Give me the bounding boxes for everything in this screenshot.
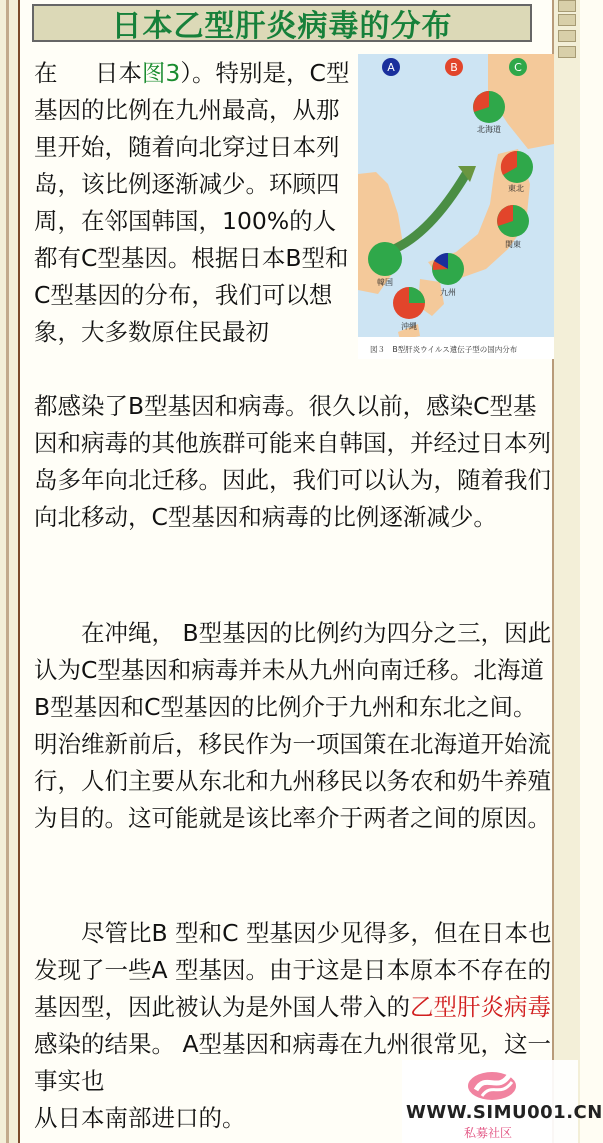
page-title: 日本乙型肝炎病毒的分布 (32, 4, 532, 42)
genotype-distribution-map (358, 54, 554, 359)
p3-text-last: 从日本南部进口的。 (34, 1104, 246, 1132)
label-hokkaido: 北海道 (477, 125, 501, 134)
watermark (402, 1060, 603, 1143)
label-korea: 韓国 (377, 278, 393, 287)
figure-3-link[interactable]: 图3 (141, 59, 181, 87)
pie-okinawa (393, 287, 425, 319)
watermark-site: WWW.SIMU001.CN (406, 1102, 603, 1123)
article (20, 0, 552, 1143)
label-okinawa: 沖縄 (401, 322, 417, 331)
watermark-logo-icon (462, 1064, 522, 1104)
paragraph-1-continued: 都感染了B型基因和病毒。很久以前，感染C型基因和病毒的其他族群可能来自韩国，并经过日本列岛多年向北迁移。因此，我们可以认为，随着我们向北移动，C型基因和病毒的比例逐渐减少。 (34, 392, 551, 531)
pie-tohoku (501, 151, 533, 183)
label-kanto: 関東 (505, 240, 521, 249)
legend-c-label: C (514, 61, 522, 74)
paragraph-2 (34, 615, 559, 837)
pie-kyushu (432, 253, 464, 285)
p1-text-rest: ）。特别是，C型基因的比例在九州最高，从那里开始，随着向北穿过日本列岛，该比例逐渐减少。环顾四周，在邻国韩国，100%的人都有C型基因。根据日本B型和C型基因的分布，我们可以想象，大多数原住民最初 (34, 59, 350, 346)
figure-caption: 図３ B型肝炎ウイルス遺伝子型の国内分布 (370, 345, 518, 354)
label-tohoku: 東北 (508, 184, 524, 193)
left-page-border (0, 0, 20, 1143)
pie-hokkaido (473, 91, 505, 123)
p3-text-start: 尽管比B 型和C 型基因少见得多，但在日本也发现了一些A 型基因。由于这是日本原本不存在的基因型，因此被认为是外国人带入的 (34, 919, 552, 1021)
label-kyushu: 九州 (440, 288, 456, 297)
p3-text-rest: 感染的结果。 A型基因和病毒在九州很常见，这一事实也 (34, 1030, 552, 1095)
hepatitis-b-link[interactable]: 乙型肝炎病毒 (410, 993, 551, 1021)
pie-korea (368, 242, 402, 276)
pie-kanto (497, 205, 529, 237)
paragraph-1 (34, 55, 354, 351)
watermark-subtitle: 私募社区 (464, 1126, 513, 1140)
legend-b-label: B (450, 61, 458, 74)
p2-text: 在冲绳， B型基因的比例约为四分之三，因此认为C型基因和病毒并未从九州向南迁移。北海道B型基因和C型基因的比例介于九州和东北之间。明治维新前后，移民作为一项国策在北海道开始流行，人们主要从东北和九州移民以务农和奶牛养殖为目的。这可能就是该比率介于两者之间的原因。 (34, 619, 552, 832)
p1-text-start: 在 日本 (34, 59, 142, 87)
legend-a-label: A (387, 61, 395, 74)
